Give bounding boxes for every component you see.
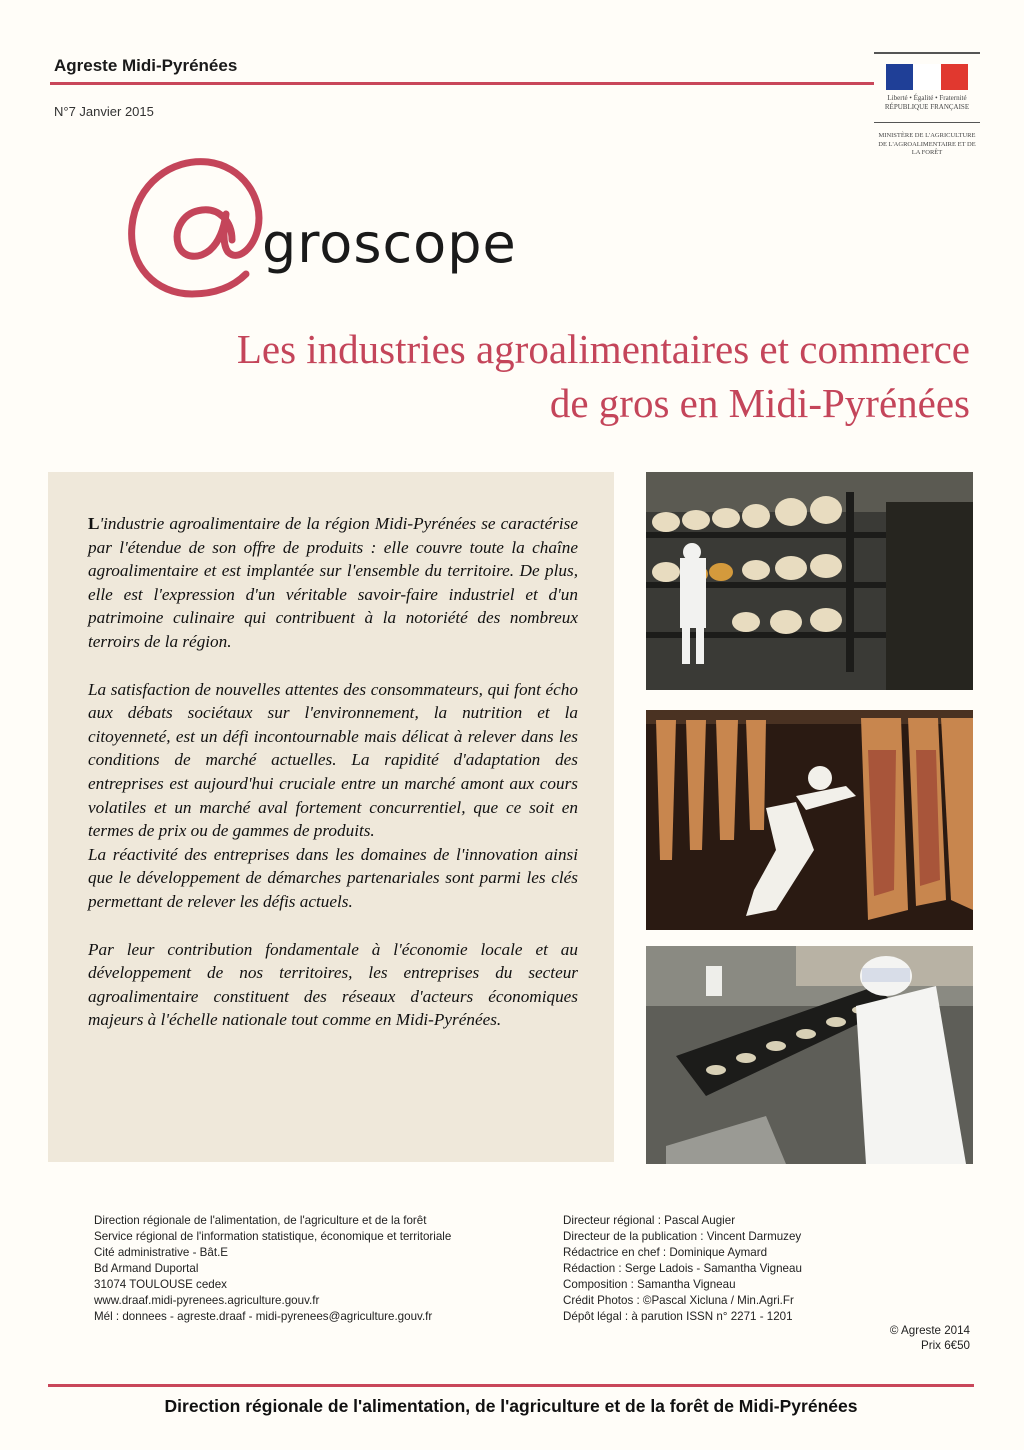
photo-meat-carcasses (646, 710, 973, 930)
logo-top-rule (874, 52, 980, 54)
website-link[interactable]: www.draaf.midi-pyrenees.agriculture.gouv.fr (94, 1294, 320, 1307)
intro-paragraph-1: L'industrie agroalimentaire de la région Midi-Pyrénées se caractérise par l'étendue de son offre de produits : elle couvre toute la chaîne agroalimentaire et est implantée sur l'ensemble du territoire. De plus, elle est l'expression d'un véritable savoir-faire industriel et d'un patrimoine culinaire qui contribuent à la notoriété des nombreux terroirs de la région. (88, 514, 578, 651)
footer-rule (48, 1384, 974, 1387)
price: Prix 6€50 (921, 1339, 970, 1352)
agroscope-logo (120, 148, 560, 308)
credit-line: Service régional de l'information statistique, économique et territoriale (94, 1230, 452, 1243)
logo-ministry-name: MINISTÈRE DE L'AGRICULTURE DE L'AGROALIMENTAIRE ET DE LA FORÊT (878, 132, 976, 156)
credits-address (94, 1213, 544, 1325)
credit-line: Bd Armand Duportal (94, 1262, 199, 1275)
french-flag-icon (886, 64, 968, 90)
credit-line: 31074 TOULOUSE cedex (94, 1278, 227, 1291)
photo-cheese-cellar (646, 472, 973, 690)
copyright-line: © Agreste 2014 (889, 1324, 970, 1337)
at-sign-icon (120, 148, 280, 308)
intro-box (48, 472, 614, 1162)
credit-line: Rédactrice en chef : Dominique Aymard (563, 1246, 768, 1259)
credits-staff (563, 1213, 883, 1325)
footer-text: Direction régionale de l'alimentation, de l'agriculture et de la forêt de Midi-Pyrénées (164, 1396, 858, 1416)
logo-divider (874, 122, 980, 123)
credit-line: Directeur de la publication : Vincent Darmuzey (563, 1230, 802, 1243)
credit-line: Direction régionale de l'alimentation, de l'agriculture et de la forêt (94, 1214, 427, 1227)
email-link[interactable]: Mél : donnees - agreste.draaf - midi-pyrenees@agriculture.gouv.fr (94, 1310, 433, 1323)
credit-line: Crédit Photos : ©Pascal Xicluna / Min.Agri.Fr (563, 1294, 794, 1307)
wordmark-text: groscope (262, 212, 517, 275)
logo-motto: Liberté • Égalité • Fraternité RÉPUBLIQUE FRANÇAISE (884, 94, 970, 111)
ministry-logo (874, 52, 980, 180)
photo-food-production-line (646, 946, 973, 1164)
credit-line: Directeur régional : Pascal Augier (563, 1214, 736, 1227)
series-title: Agreste Midi-Pyrénées (54, 56, 238, 75)
issue-number: N°7 Janvier 2015 (54, 104, 154, 119)
credit-line: Cité administrative - Bât.E (94, 1246, 229, 1259)
main-title (70, 322, 970, 430)
main-title-line-1: Les industries agroalimentaires et commerce (236, 326, 970, 372)
intro-paragraph-4: Par leur contribution fondamentale à l'économie locale et au développement de nos territoires, les entreprises du secteur agroalimentaire constituent des réseaux d'acteurs économiques majeurs à l'échelle nationale tout comme en Midi-Pyrénées. (88, 939, 578, 1030)
header-rule (50, 82, 874, 85)
intro-paragraph-3: La réactivité des entreprises dans les domaines de l'innovation ainsi que le développement de démarches partenariales sont parmi les clés permettant de relever les défis actuels. (88, 844, 578, 911)
intro-paragraph-2: La satisfaction de nouvelles attentes des consommateurs, qui font écho aux débats sociétaux sur l'environnement, la nutrition et la citoyenneté, est un défi incontournable mais délicat à relever dans les conditions de marché actuelles. La rapidité d'adaptation des entreprises est aujourd'hui cruciale entre un marché amont aux cours volatiles et un marché aval fortement concurrentiel, que ce soit en termes de prix ou de gammes de produits. (88, 679, 578, 841)
credit-line: Rédaction : Serge Ladois - Samantha Vigneau (563, 1262, 802, 1275)
credit-line: Composition : Samantha Vigneau (563, 1278, 736, 1291)
credit-line: Dépôt légal : à parution ISSN n° 2271 - 1201 (563, 1310, 793, 1323)
intro-text (88, 512, 578, 1056)
dropcap: L (88, 514, 100, 533)
main-title-line-2: de gros en Midi-Pyrénées (549, 380, 970, 426)
copyright (890, 1323, 970, 1353)
